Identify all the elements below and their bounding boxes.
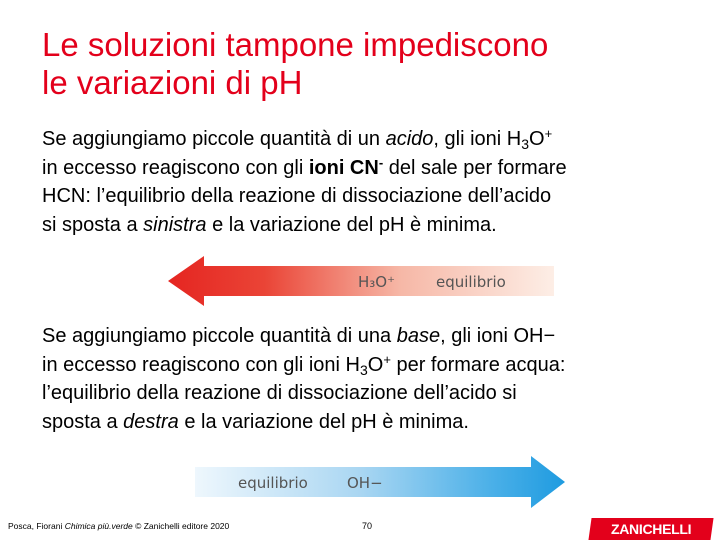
text: e la variazione del pH è minima. — [206, 213, 497, 236]
arrow1-equilibrium-label: equilibrio — [436, 273, 506, 291]
text: del sale per formare — [383, 156, 567, 179]
page-number: 70 — [362, 521, 373, 531]
right-term: destra — [123, 410, 179, 433]
credit-book-title: Chimica più.verde — [64, 521, 133, 531]
text: Se aggiungiamo piccole quantità di una — [42, 325, 397, 347]
superscript: - — [378, 154, 384, 170]
text: si sposta a — [42, 213, 144, 236]
footer-credit — [8, 521, 229, 531]
acid-paragraph — [42, 125, 692, 239]
text: per formare acqua: — [390, 353, 566, 376]
text: O — [529, 128, 545, 150]
text: in eccesso reagiscono con gli ioni H — [42, 353, 360, 376]
title-line-2: le variazioni di pH — [42, 64, 303, 101]
base-term: base — [396, 325, 441, 347]
superscript: + — [544, 126, 553, 141]
text: in eccesso reagiscono con gli — [42, 156, 309, 179]
left-term: sinistra — [143, 213, 207, 236]
left-equilibrium-arrow — [168, 256, 554, 306]
superscript: + — [383, 351, 391, 367]
text: sposta a — [42, 410, 124, 433]
logo-text: ZANICHELLI — [610, 521, 692, 537]
arrow2-ion-label: OH− — [347, 474, 383, 492]
text: l’equilibrio della reazione di dissociazione dell’acido si — [42, 382, 517, 404]
text: e la variazione del pH è minima. — [178, 410, 469, 433]
credit-authors: Posca, Fiorani — [8, 521, 65, 531]
zanichelli-logo — [588, 518, 713, 540]
subscript: 3 — [521, 136, 529, 152]
base-paragraph — [42, 322, 692, 436]
text: Se aggiungiamo piccole quantità di un — [42, 128, 386, 150]
subscript: 3 — [359, 361, 368, 378]
page-title — [42, 26, 702, 102]
text: O — [367, 353, 384, 376]
cyanide-ions-term: ioni CN — [308, 156, 379, 179]
arrow1-ion-label: H₃O⁺ — [358, 273, 396, 291]
text: HCN: l’equilibrio della reazione di dissociazione dell’acido — [42, 185, 552, 207]
arrow2-equilibrium-label: equilibrio — [238, 474, 308, 492]
right-equilibrium-arrow — [195, 456, 565, 508]
text: , gli ioni OH− — [440, 325, 556, 347]
acid-term: acido — [385, 128, 434, 150]
text: , gli ioni H — [433, 128, 522, 150]
title-line-1: Le soluzioni tampone impediscono — [42, 26, 549, 63]
credit-publisher: © Zanichelli editore 2020 — [132, 521, 230, 531]
